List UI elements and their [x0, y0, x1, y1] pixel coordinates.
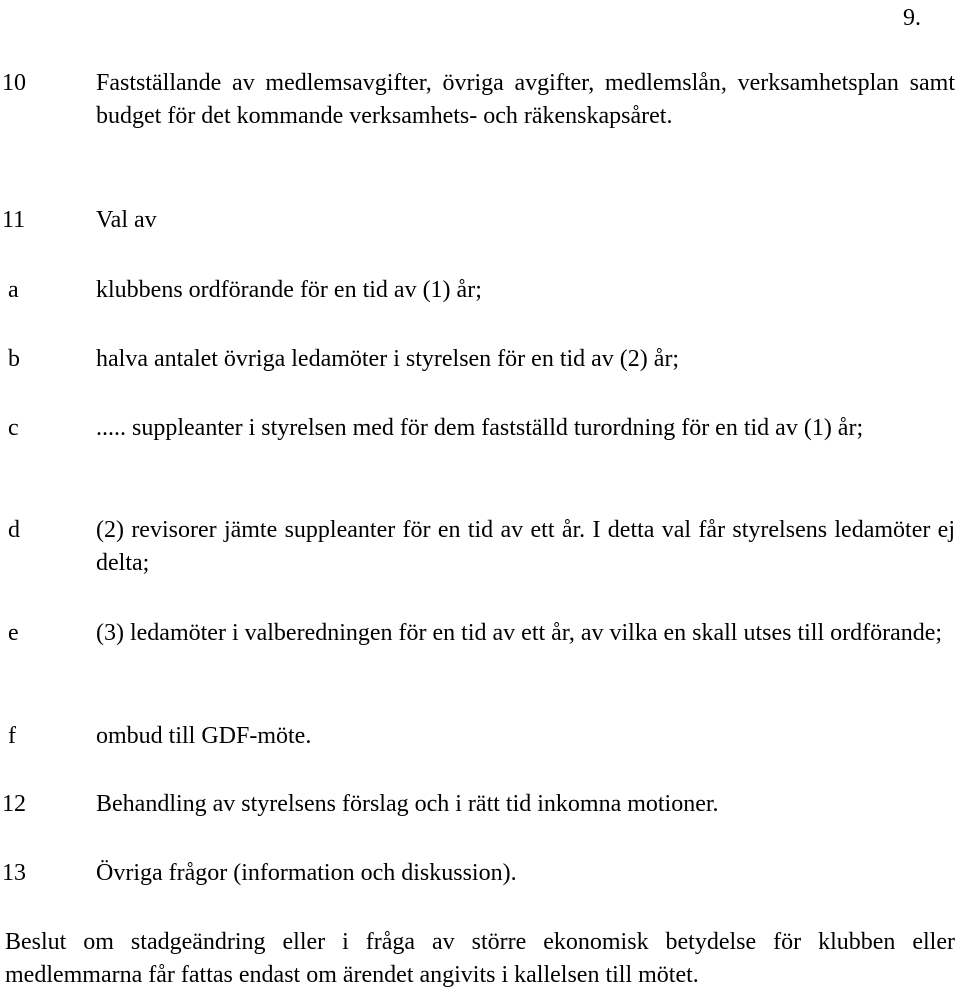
page-number: 9.: [903, 5, 921, 31]
item-text: Övriga frågor (information och diskussion).: [96, 860, 517, 886]
item-text: (3) ledamöter i valberedningen för en tid av ett år, av vilka en skall utses till ordförande;: [96, 620, 943, 646]
item-letter: b: [8, 346, 20, 372]
item-number: 12: [2, 791, 26, 817]
item-text: halva antalet övriga ledamöter i styrelsen för en tid av (2) år;: [96, 346, 680, 372]
item-number: 11: [2, 207, 26, 233]
closing-paragraph: Beslut om stadgeändring eller i fråga av större ekonomisk betydelse för klubben eller medlemmarna får fattas endast om ärendet angivits i kallelsen till mötet.: [5, 929, 955, 988]
item-text: Fastställande av medlemsavgifter, övriga avgifter, medlemslån, verksamhetsplan samt budget för det kommande verksamhets- och räkenskapsåret.: [96, 70, 955, 129]
item-text: (2) revisorer jämte suppleanter för en tid av ett år. I detta val får styrelsens ledamöter ej delta;: [96, 517, 955, 576]
item-number: 13: [2, 860, 26, 886]
item-letter: e: [8, 620, 19, 646]
item-text: ..... suppleanter i styrelsen med för dem fastställd turordning för en tid av (1) år;: [96, 415, 864, 441]
item-text: klubbens ordförande för en tid av (1) år;: [96, 277, 482, 303]
item-text: Val av: [96, 207, 157, 233]
item-number: 10: [2, 70, 26, 96]
item-text: ombud till GDF-möte.: [96, 723, 312, 749]
item-text: Behandling av styrelsens förslag och i rätt tid inkomna motioner.: [96, 791, 719, 817]
item-letter: d: [8, 517, 20, 543]
item-letter: c: [8, 415, 19, 441]
item-letter: f: [8, 723, 16, 749]
item-letter: a: [8, 277, 19, 303]
